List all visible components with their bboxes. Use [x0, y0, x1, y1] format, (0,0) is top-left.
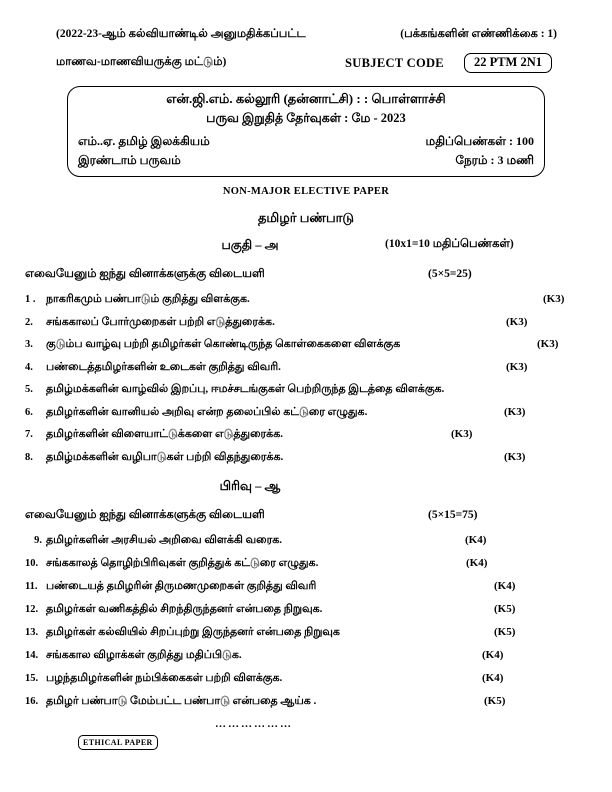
students-only-note: மாணவ-மாணவியருக்கு மட்டும்) [56, 56, 227, 68]
question-mark: (K3) [506, 360, 528, 373]
question-row [0, 451, 612, 465]
question-number: 5. [25, 384, 33, 395]
exam-session: பருவ இறுதித் தேர்வுகள் : மே - 2023 [206, 111, 406, 125]
question-number: 3. [25, 339, 33, 350]
institute-header-box [67, 86, 545, 177]
question-mark: (K3) [537, 338, 559, 350]
part-b-instruction-row [0, 509, 612, 524]
question-number: 13. [25, 626, 39, 638]
subject-code-value: 22 PTM 2N1 [464, 53, 552, 73]
top-note-line1 [56, 28, 557, 42]
course-name: எம்..ஏ. தமிழ் இலக்கியம் [78, 134, 210, 148]
subject-code-group [345, 53, 552, 73]
question-number: 15. [25, 672, 39, 684]
college-name: என்.ஜி.எம். கல்லூரி (தன்னாட்சி) : : பொள்ளாச்சி [166, 91, 446, 106]
question-row [0, 338, 612, 352]
question-text: தமிழர்களின் வானியல் அறிவு என்ற தலைப்பில் கட்டுரை எழுதுக. [46, 405, 368, 418]
question-text: தமிழர்கள் கல்வியில் சிறப்புற்று இருந்தனர் என்பதை நிறுவுக [46, 625, 340, 638]
question-row [0, 383, 612, 397]
part-b-heading: பிரிவு – ஆ [219, 478, 281, 493]
page-count-note: (பக்கங்களின் எண்ணிக்கை : 1) [400, 28, 557, 40]
part-a-instruction: எவையேனும் ஐந்து வினாக்களுக்கு விடையளி [25, 268, 265, 280]
question-number: 9. [34, 534, 42, 546]
question-mark: (K5) [484, 694, 506, 707]
course-marks-row [78, 134, 534, 150]
question-mark: (K4) [482, 648, 504, 661]
question-number: 7. [25, 429, 33, 440]
question-text: பழந்தமிழர்களின் நம்பிக்கைகள் பற்றி விளக்குக. [46, 671, 283, 684]
part-a-heading-marks: (10x1=10 மதிப்பெண்கள்) [385, 238, 514, 250]
question-number: 16. [25, 695, 39, 707]
question-row [0, 293, 612, 307]
question-text: பண்டையத் தமிழரின் திருமணமுறைகள் குறித்து விவரி [46, 579, 317, 592]
paper-title: தமிழர் பண்பாடு [257, 210, 355, 225]
part-a-heading-row [0, 238, 612, 255]
question-row [0, 580, 612, 594]
question-text: நாகரிகமும் பண்பாடும் குறித்து விளக்குக. [46, 293, 250, 305]
question-number: 6. [25, 406, 33, 418]
question-row [0, 672, 612, 686]
part-b-heading-row [0, 479, 612, 496]
semester-time-row [78, 153, 534, 169]
question-row [0, 695, 612, 709]
question-number: 4. [25, 361, 33, 373]
question-mark: (K4) [466, 556, 488, 569]
question-number: 14. [25, 649, 39, 661]
question-text: சங்ககாலப் போர்முறைகள் பற்றி எடுத்துரைக்க. [46, 315, 275, 328]
question-mark: (K4) [482, 671, 504, 684]
question-row [0, 649, 612, 663]
question-mark: (K3) [543, 293, 565, 305]
question-row [0, 603, 612, 617]
question-row [0, 428, 612, 442]
part-a-heading: பகுதி – அ [221, 238, 279, 252]
question-row [0, 361, 612, 375]
question-text: பண்டைத்தமிழர்களின் உடைகள் குறித்து விவரி. [46, 360, 281, 373]
part-b-question-list [0, 534, 612, 709]
question-text: தமிழர்களின் அரசியல் அறிவை விளக்கி வரைக. [46, 533, 283, 546]
ethical-paper-badge: ETHICAL PAPER [78, 735, 158, 750]
total-marks: மதிப்பெண்கள் : 100 [425, 134, 534, 148]
duration: நேரம் : 3 மணி [455, 153, 534, 167]
semester: இரண்டாம் பருவம் [78, 153, 181, 167]
question-row [0, 534, 612, 548]
question-mark: (K4) [465, 533, 487, 546]
part-a-instruction-marks: (5×5=25) [428, 268, 472, 280]
admission-note: (2022-23-ஆம் கல்வியாண்டில் அனுமதிக்கப்பட்ட [56, 28, 306, 40]
question-text: தமிழ்மக்களின் வழிபாடுகள் பற்றி விதந்துரைக்க. [46, 450, 284, 463]
question-mark: (K3) [506, 315, 528, 328]
question-mark: (K3) [504, 450, 526, 463]
question-number: 1 . [25, 294, 36, 305]
question-text: தமிழர்களின் விளையாட்டுக்களை எடுத்துரைக்க. [46, 428, 283, 440]
question-text: தமிழர்கள் வணிகத்தில் சிறந்திருந்தனர் என்பதை நிறுவுக. [46, 602, 323, 615]
question-number: 10. [25, 557, 39, 569]
question-mark: (K5) [494, 602, 516, 615]
question-text: சங்ககால விழாக்கள் குறித்து மதிப்பிடுக. [46, 648, 242, 661]
question-row [0, 406, 612, 420]
question-mark: (K3) [504, 405, 526, 418]
end-of-paper-dots: ……………… [215, 717, 293, 730]
question-row [0, 626, 612, 640]
question-number: 8. [25, 451, 33, 463]
part-b-instruction: எவையேனும் ஐந்து வினாக்களுக்கு விடையளி [25, 508, 265, 521]
question-text: குடும்ப வாழ்வு பற்றி தமிழர்கள் கொண்டிருந்த கொள்கைகளை விளக்குக [46, 338, 401, 350]
question-mark: (K5) [494, 625, 516, 638]
question-row [0, 557, 612, 571]
question-number: 2. [25, 316, 33, 328]
question-number: 11. [25, 580, 38, 592]
question-mark: (K3) [451, 428, 473, 440]
question-text: சங்ககாலத் தொழிற்பிரிவுகள் குறித்துக் கட்டுரை எழுதுக. [46, 556, 319, 569]
part-b-instruction-marks: (5×15=75) [428, 508, 478, 521]
question-number: 12. [25, 603, 39, 615]
question-text: தமிழ்மக்களின் வாழ்வில் இறப்பு, ஈமச்சடங்குகள் பெற்றிருந்த இடத்தை விளக்குக. [46, 383, 445, 395]
question-mark: (K4) [494, 579, 516, 592]
question-row [0, 316, 612, 330]
part-a-question-list [0, 293, 612, 465]
question-text: தமிழர் பண்பாடு மேம்பட்ட பண்பாடு என்பதை ஆய்க . [46, 694, 317, 707]
top-note-line2 [56, 53, 552, 73]
subject-code-label: SUBJECT CODE [345, 55, 444, 70]
part-a-instruction-row [0, 268, 612, 283]
elective-note: NON-MAJOR ELECTIVE PAPER [222, 186, 390, 197]
